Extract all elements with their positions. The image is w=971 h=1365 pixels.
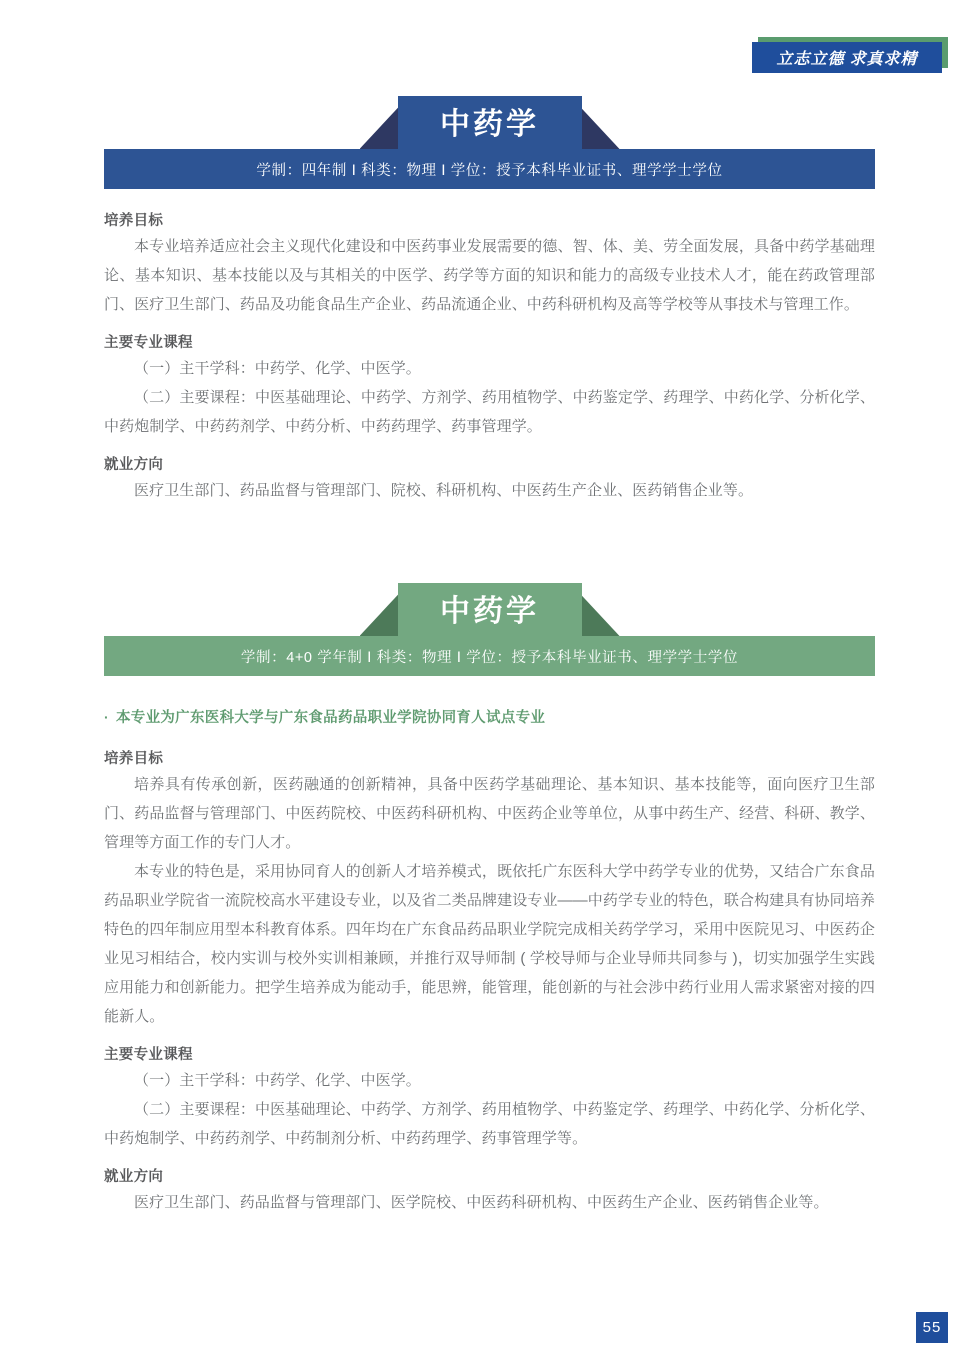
program-tab-2 [360,583,620,636]
program-tab-wrap-1 [104,96,875,149]
program-subtitle-1: 学制：四年制 Ⅰ 科类：物理 Ⅰ 学位：授予本科毕业证书、理学学士学位 [256,162,723,179]
feature-text-2: 本专业的特色是，采用协同育人的创新人才培养模式，既依托广东医科大学中药学专业的优势，又结合广东食品药品职业学院省一流院校高水平建设专业，以及省二类品牌建设专业——中药学专业的特色，联合构建具有协同培养特色的四年制应用型本科教育体系。四年均在广东食品药品职业学院完成相关药学学习，采用中医院见习、中医药企业见习相结合，校内实训与校外实训相兼顾，并推行双导师制 ( 学校导师与企业导师共同参与 )，切实加强学生实践应用能力和创新能力。把学生培养成为能动手，能思辨，能管理，能创新的与社会涉中药行业用人需求紧密对接的四能新人。 [104,863,875,1025]
program-section-1 [0,0,971,505]
heading-courses-2: 主要专业课程 [104,1047,193,1063]
heading-objective-2: 培养目标 [104,751,164,767]
program-body-2 [104,747,875,1217]
program-subtitle-2: 学制：4+0 学年制 Ⅰ 科类：物理 Ⅰ 学位：授予本科毕业证书、理学学士学位 [240,649,739,666]
courses-main-1: （一）主干学科：中药学、化学、中医学。 [134,360,421,377]
program-note-text-2: 本专业为广东医科大学与广东食品药品职业学院协同育人试点专业 [115,710,546,726]
heading-employment-2: 就业方向 [104,1169,164,1185]
page-number: 55 [916,1312,948,1343]
courses-detail-1: （二）主要课程：中医基础理论、中药学、方剂学、药用植物学、中药鉴定学、药理学、中药化学、分析化学、中药炮制学、中药药剂学、中药分析、中药药理学、药事管理学。 [104,389,875,435]
program-tab-1 [360,96,620,149]
brand-motto: 立志立德 求真求精 [776,51,918,68]
program-header-2 [104,583,875,676]
program-section-2 [0,505,971,1217]
courses-detail-2: （二）主要课程：中医基础理论、中药学、方剂学、药用植物学、中药鉴定学、药理学、中药化学、分析化学、中药炮制学、中药药剂学、中药制剂分析、中药药理学、药事管理学等。 [104,1101,875,1147]
objective-text-2: 培养具有传承创新，医药融通的创新精神，具备中医药学基础理论、基本知识、基本技能等，面向医疗卫生部门、药品监督与管理部门、中医药院校、中医药科研机构、中医药企业等单位，从事中药生产、经营、科研、教学、管理等方面工作的专门人才。 [104,776,875,851]
program-title-2: 中药学 [440,595,539,628]
bullet-dot-icon: · [104,709,109,725]
heading-employment-1: 就业方向 [104,457,164,473]
program-body-1 [104,209,875,505]
courses-main-2: （一）主干学科：中药学、化学、中医学。 [134,1072,421,1089]
objective-text-1: 本专业培养适应社会主义现代化建设和中医药事业发展需要的德、智、体、美、劳全面发展，具备中药学基础理论、基本知识、基本技能以及与其相关的中医学、药学等方面的知识和能力的高级专业技术人才，能在药政管理部门、医疗卫生部门、药品及功能食品生产企业、药品流通企业、中药科研机构及高等学校等从事技术与管理工作。 [104,238,875,313]
program-header-1 [104,96,875,189]
program-subtitle-bar-1 [104,149,875,189]
program-subtitle-bar-2 [104,636,875,676]
program-note-2 [104,706,875,727]
program-tab-wrap-2 [104,583,875,636]
employment-text-2: 医疗卫生部门、药品监督与管理部门、医学院校、中医药科研机构、中医药生产企业、医药销售企业等。 [134,1194,829,1211]
program-title-1: 中药学 [440,108,539,141]
employment-text-1: 医疗卫生部门、药品监督与管理部门、院校、科研机构、中医药生产企业、医药销售企业等。 [134,482,754,499]
heading-courses-1: 主要专业课程 [104,335,193,351]
heading-objective-1: 培养目标 [104,213,164,229]
